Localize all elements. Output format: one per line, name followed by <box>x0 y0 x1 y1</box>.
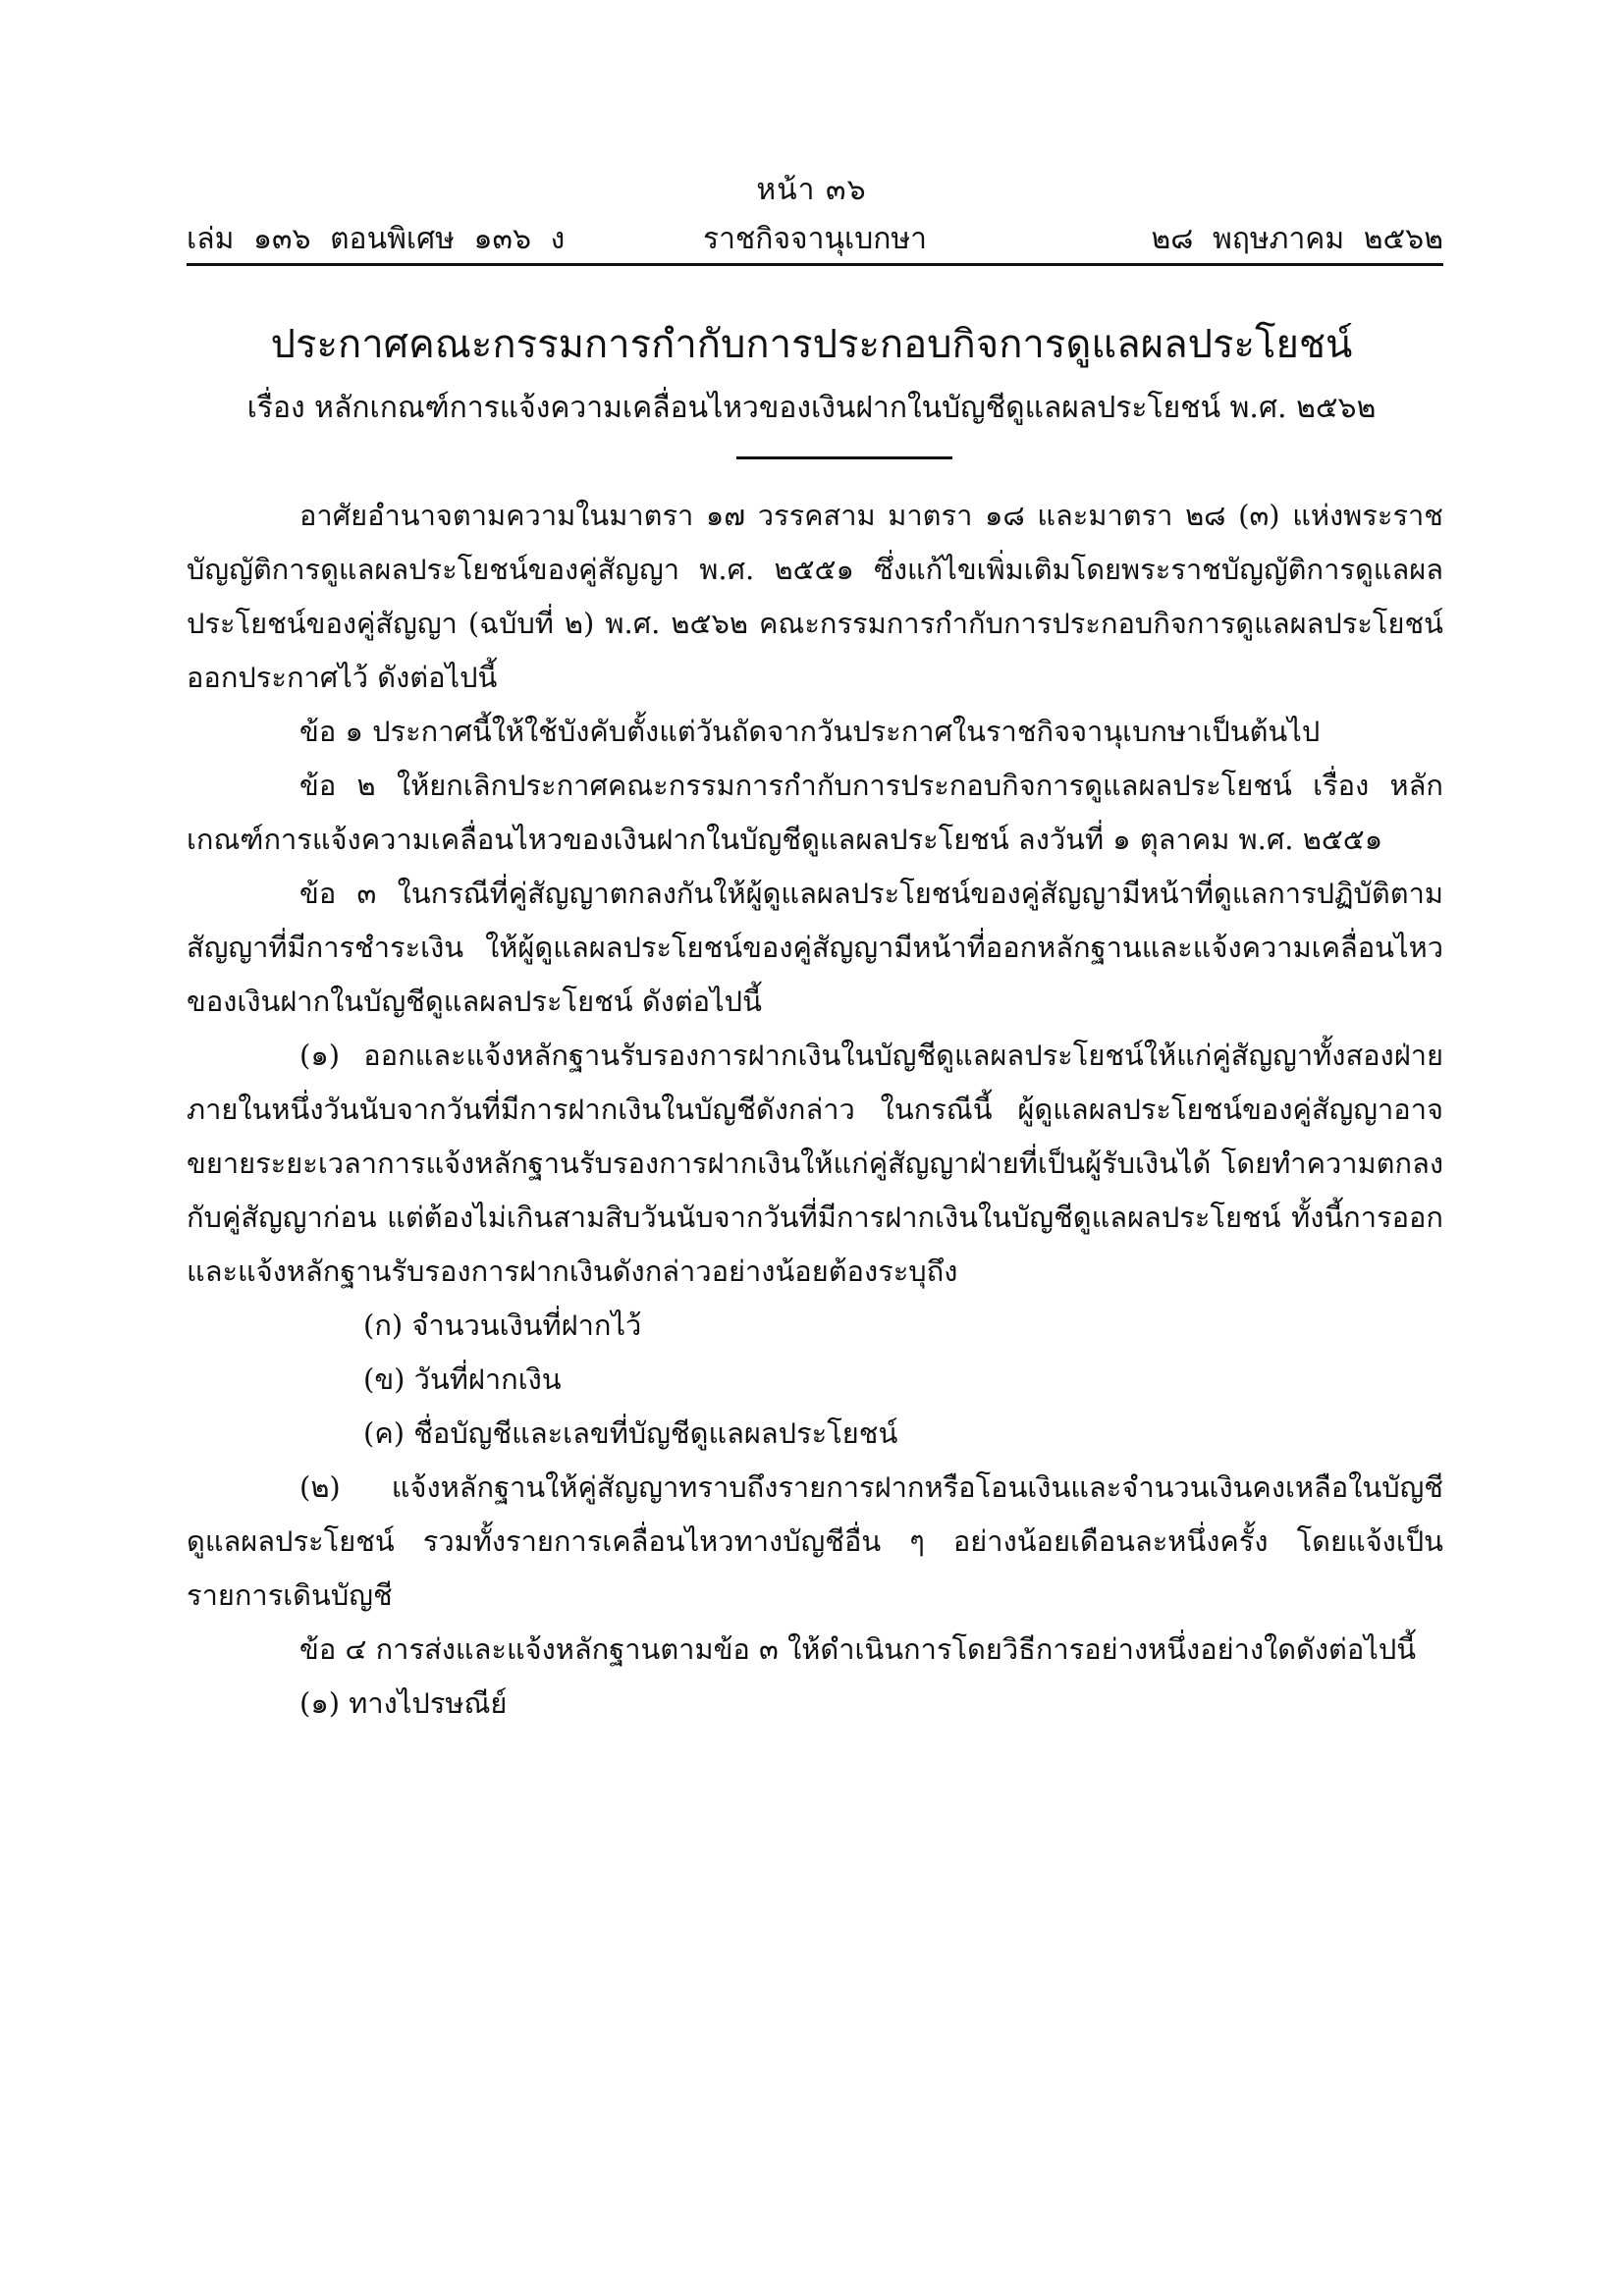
clause-3-item-1-b: (ข) วันที่ฝากเงิน <box>363 1362 562 1396</box>
clause-4-item-1: (๑) ทางไปรษณีย์ <box>299 1686 508 1720</box>
announcement-title: ประกาศคณะกรรมการกำกับการประกอบกิจการดูแลผลประโยชน์ <box>270 322 1353 367</box>
document-body <box>187 489 1443 1731</box>
clause-3-item-2: (๒) แจ้งหลักฐานให้คู่สัญญาทราบถึงรายการฝากหรือโอนเงินและจำนวนเงินคงเหลือในบัญชีดูแลผลประโยชน์ รวมทั้งรายการเคลื่อนไหวทางบัญชีอื่น ๆ อย่างน้อยเดือนละหนึ่งครั้ง โดยแจ้งเป็นรายการเดินบัญชี <box>187 1470 1443 1612</box>
gazette-name: ราชกิจจานุเบกษา <box>702 222 928 256</box>
publication-date: ๒๘ พฤษภาคม ๒๕๖๒ <box>1151 222 1443 256</box>
clause-4: ข้อ ๔ การส่งและแจ้งหลักฐานตามข้อ ๓ ให้ดำเนินการโดยวิธีการอย่างหนึ่งอย่างใดดังต่อไปนี้ <box>299 1632 1417 1666</box>
gazette-header <box>187 216 1443 259</box>
page-number: หน้า ๓๖ <box>756 173 867 207</box>
clause-3-item-1: (๑) ออกและแจ้งหลักฐานรับรองการฝากเงินในบัญชีดูแลผลประโยชน์ให้แก่คู่สัญญาทั้งสองฝ่ายภายในหนึ่งวันนับจากวันที่มีการฝากเงินในบัญชีดังกล่าว ในกรณีนี้ ผู้ดูแลผลประโยชน์ของคู่สัญญาอาจขยายระยะเวลาการแจ้งหลักฐานรับรองการฝากเงินให้แก่คู่สัญญาฝ่ายที่เป็นผู้รับเงินได้ โดยทำความตกลงกับคู่สัญญาก่อน แต่ต้องไม่เกินสามสิบวันนับจากวันที่มีการฝากเงินในบัญชีดูแลผลประโยชน์ ทั้งนี้การออกและแจ้งหลักฐานรับรองการฝากเงินดังกล่าวอย่างน้อยต้องระบุถึง <box>187 1039 1443 1288</box>
clause-2: ข้อ ๒ ให้ยกเลิกประกาศคณะกรรมการกำกับการประกอบกิจการดูแลผลประโยชน์ เรื่อง หลักเกณฑ์การแจ้งความเคลื่อนไหวของเงินฝากในบัญชีดูแลผลประโยชน์ ลงวันที่ ๑ ตุลาคม พ.ศ. ๒๕๕๑ <box>187 769 1443 856</box>
volume-issue: เล่ม ๑๓๖ ตอนพิเศษ ๑๓๖ ง <box>187 222 566 256</box>
announcement-subject: เรื่อง หลักเกณฑ์การแจ้งความเคลื่อนไหวของเงินฝากในบัญชีดูแลผลประโยชน์ พ.ศ. ๒๕๖๒ <box>246 391 1377 425</box>
clause-3: ข้อ ๓ ในกรณีที่คู่สัญญาตกลงกันให้ผู้ดูแลผลประโยชน์ของคู่สัญญามีหน้าที่ดูแลการปฏิบัติตามสัญญาที่มีการชำระเงิน ให้ผู้ดูแลผลประโยชน์ของคู่สัญญามีหน้าที่ออกหลักฐานและแจ้งความเคลื่อนไหวของเงินฝากในบัญชีดูแลผลประโยชน์ ดังต่อไปนี้ <box>187 877 1443 1018</box>
clause-3-item-1-a: (ก) จำนวนเงินที่ฝากไว้ <box>363 1308 642 1342</box>
clause-3-item-1-c: (ค) ชื่อบัญชีและเลขที่บัญชีดูแลผลประโยชน์ <box>363 1416 898 1450</box>
preamble-paragraph: อาศัยอำนาจตามความในมาตรา ๑๗ วรรคสาม มาตรา ๑๘ และมาตรา ๒๘ (๓) แห่งพระราชบัญญัติการดูแลผลประโยชน์ของคู่สัญญา พ.ศ. ๒๕๕๑ ซึ่งแก้ไขเพิ่มเติมโดยพระราชบัญญัติการดูแลผลประโยชน์ของคู่สัญญา (ฉบับที่ ๒) พ.ศ. ๒๕๖๒ คณะกรรมการกำกับการประกอบกิจการดูแลผลประโยชน์ออกประกาศไว้ ดังต่อไปนี้ <box>187 499 1443 694</box>
header-divider <box>187 263 1443 266</box>
clause-1: ข้อ ๑ ประกาศนี้ให้ใช้บังคับตั้งแต่วันถัดจากวันประกาศในราชกิจจานุเบกษาเป็นต้นไป <box>299 715 1321 748</box>
title-divider <box>736 456 952 459</box>
